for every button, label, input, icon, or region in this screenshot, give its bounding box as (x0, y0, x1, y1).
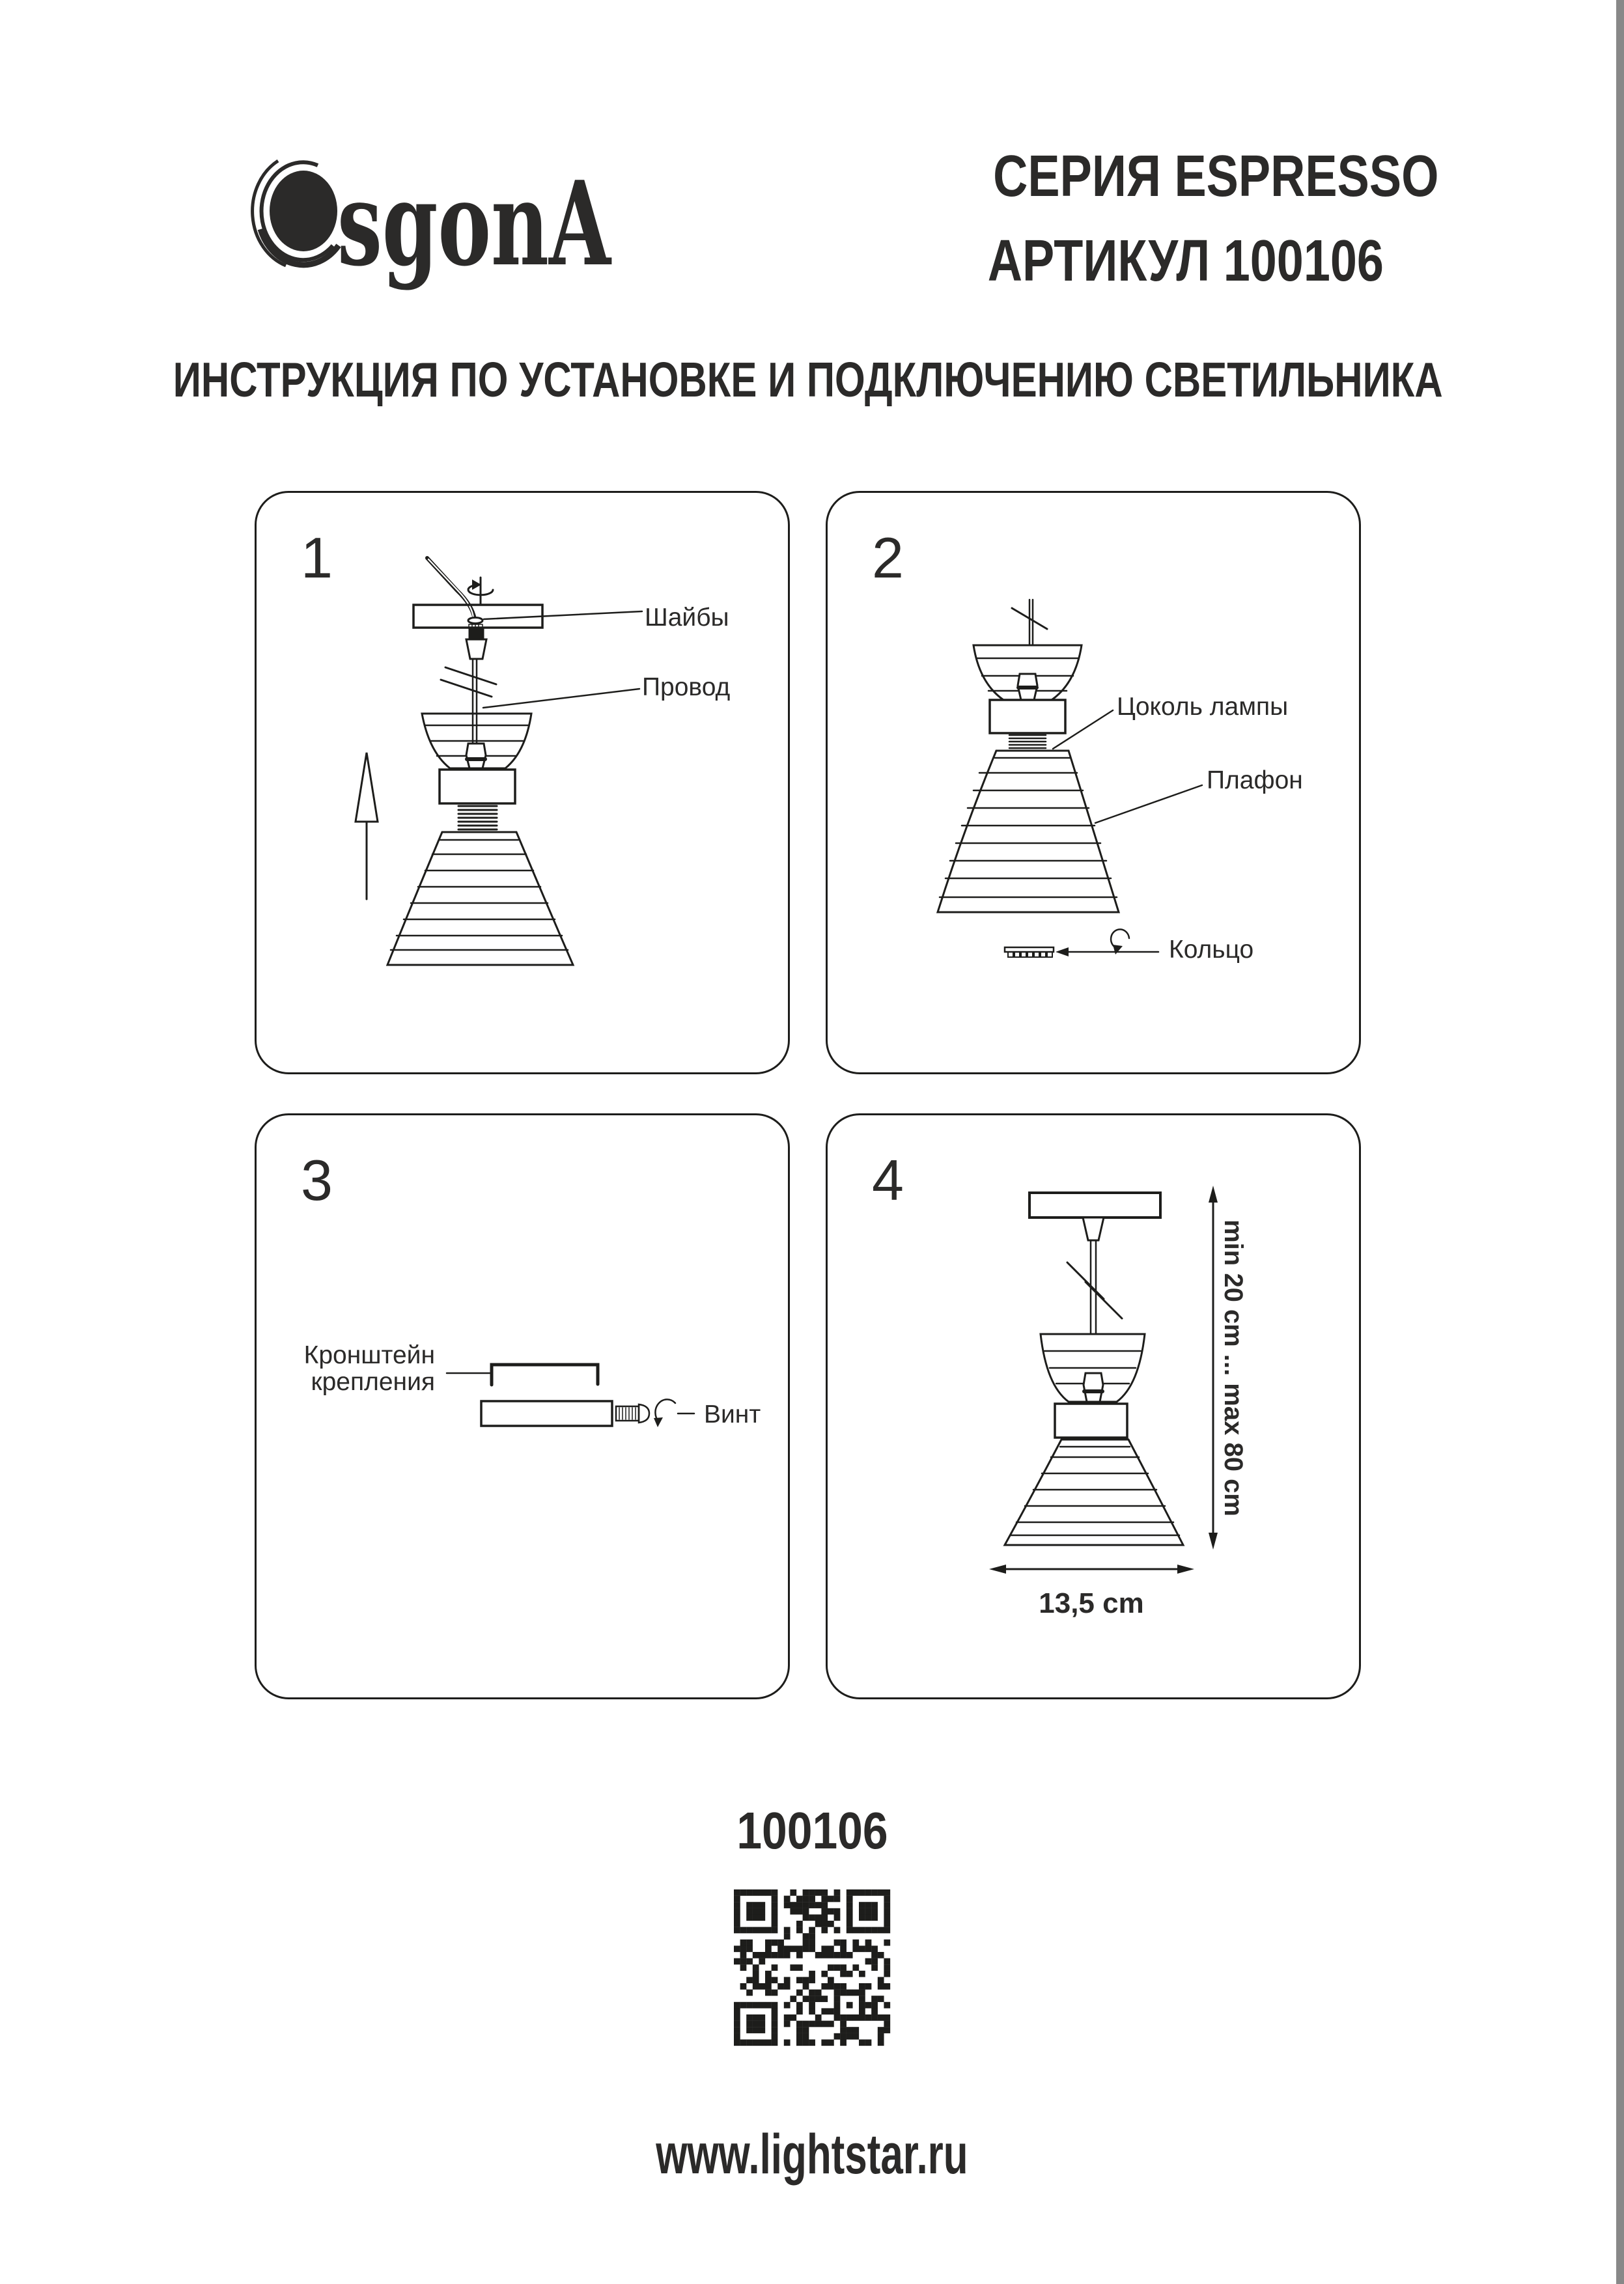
step-1-panel (255, 491, 790, 1074)
cord-grip (1083, 1218, 1104, 1240)
step-2-diagram (828, 493, 1359, 1072)
label-washers: Шайбы (645, 604, 729, 632)
leader-shade (1095, 785, 1202, 823)
step-number: 2 (872, 525, 904, 590)
step-1-diagram (257, 493, 788, 1072)
logo-o-icon (253, 161, 339, 266)
step-2-panel (826, 491, 1361, 1074)
step-3-panel (255, 1113, 790, 1699)
shade-lines (391, 840, 568, 950)
label-width: 13,5 cm (1039, 1587, 1144, 1619)
page-title: ИНСТРУКЦИЯ ПО УСТАНОВКЕ И ПОДКЛЮЧЕНИЮ СВЕТИЛЬНИКА (173, 352, 1443, 407)
leader-washers (484, 611, 642, 619)
series-label: СЕРИЯ ESPRESSO (993, 144, 1439, 209)
screw-rotation-icon (468, 578, 493, 604)
ring-arrow-icon (1056, 947, 1158, 956)
suspension-rod (1029, 600, 1033, 644)
connector (466, 744, 486, 768)
logo-wordmark: sgonA (337, 156, 612, 292)
label-socket: Цоколь лампы (1117, 693, 1289, 721)
footer-article-number: 100106 (736, 1802, 888, 1859)
step-3-diagram (257, 1115, 788, 1697)
shade-lines (1011, 1447, 1179, 1535)
height-dimension-line (1209, 1186, 1218, 1550)
socket-block (990, 700, 1065, 733)
step-number: 3 (301, 1148, 333, 1212)
step-number: 4 (872, 1148, 904, 1212)
label-ring: Кольцо (1169, 936, 1254, 964)
step-4-panel (826, 1113, 1361, 1699)
header-product-info (944, 144, 1439, 294)
socket-block (1055, 1404, 1127, 1438)
socket-thread (458, 806, 497, 829)
lamp-shade (387, 832, 573, 965)
bracket-bar (481, 1401, 612, 1426)
step-4-diagram (828, 1115, 1359, 1697)
clamp-nut (469, 629, 483, 639)
label-bracket-line2: крепления (311, 1368, 435, 1396)
mounting-bracket (492, 1365, 598, 1385)
osgona-logo (253, 151, 630, 301)
qr-code (734, 1889, 890, 2046)
connector (1084, 1373, 1103, 1402)
ring-piece (1005, 947, 1054, 957)
article-label: АРТИКУЛ 100106 (987, 229, 1384, 294)
washer (468, 618, 483, 624)
screw (616, 1404, 649, 1423)
label-wire: Провод (642, 673, 731, 701)
ceiling-plate (1029, 1193, 1160, 1218)
label-shade: Плафон (1207, 766, 1303, 794)
rotation-arrow-icon (654, 1399, 694, 1427)
website-link: www.lightstar.ru (656, 2123, 968, 2186)
break-marks (441, 667, 496, 697)
rotation-arrow-icon (1111, 929, 1129, 954)
socket-block (440, 770, 515, 803)
suspension-rod (473, 659, 477, 744)
cord-grip (466, 639, 486, 659)
break-marks (1067, 1262, 1122, 1318)
label-screw: Винт (704, 1400, 761, 1428)
label-bracket-line1: Кронштейн (303, 1341, 435, 1369)
lamp-shade (1005, 1440, 1183, 1545)
width-dimension-line (989, 1565, 1194, 1574)
qr-code-image (734, 1889, 890, 2046)
lamp-shade (938, 751, 1119, 912)
step-number: 1 (301, 525, 333, 590)
label-height-range: min 20 cm ... max 80 cm (1219, 1219, 1248, 1516)
leader-wire (483, 689, 639, 708)
up-arrow-icon (356, 753, 378, 899)
socket-thread (1009, 735, 1046, 748)
